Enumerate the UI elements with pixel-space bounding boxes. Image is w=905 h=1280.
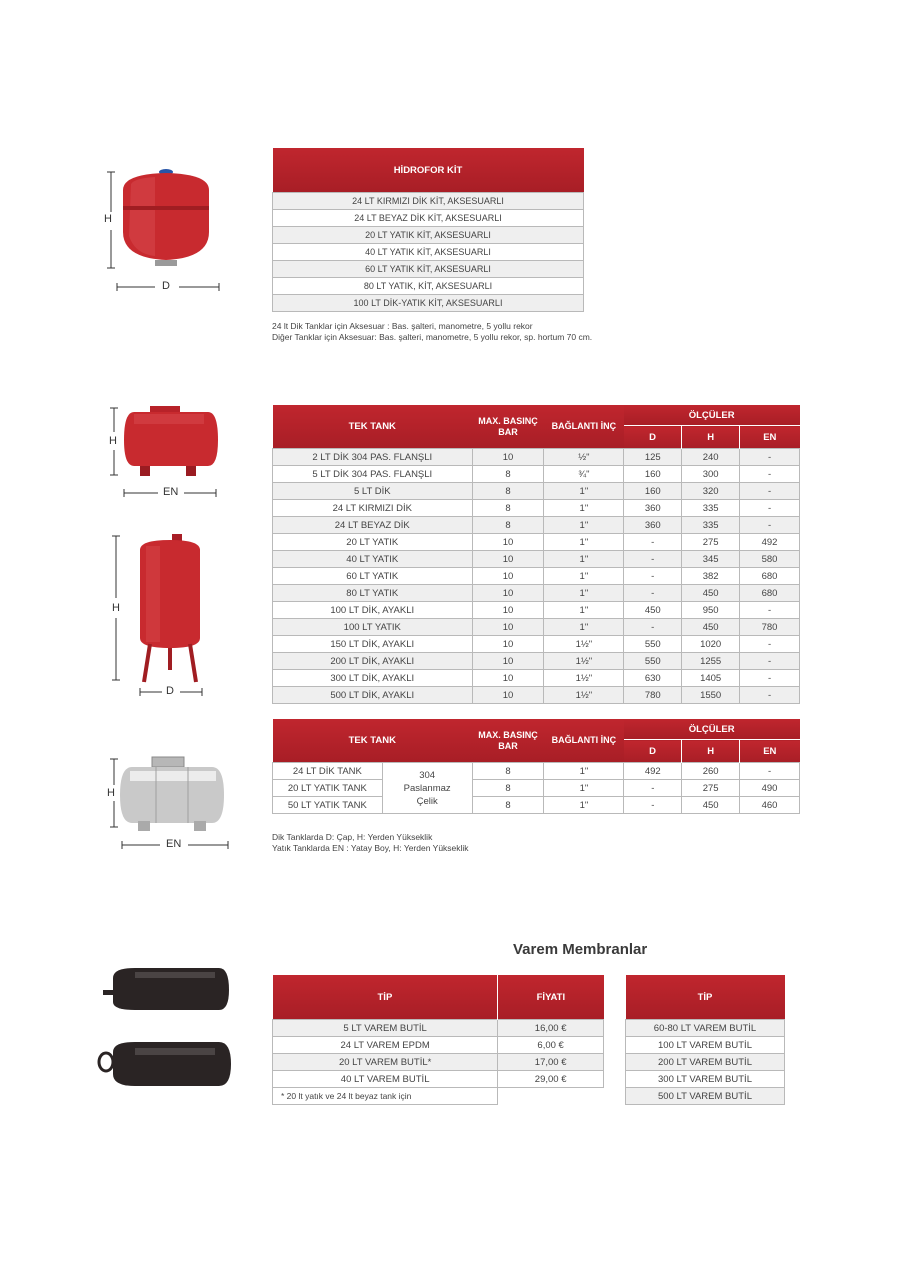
tek-tank-cell-name: 300 LT DİK, AYAKLI [273,670,473,687]
tek-tank-cell-h: 1550 [682,687,740,704]
tek-tank-cell-inc: 1" [544,517,624,534]
tek-tank-cell-bar: 10 [472,602,544,619]
steel-row-inc: 1" [544,780,624,797]
steel-row-name: 20 LT YATIK TANK [273,780,383,797]
tek-tank-cell-inc: 1" [544,602,624,619]
table-row [273,449,800,466]
tek-tank-cell-name: 200 LT DİK, AYAKLI [273,653,473,670]
tek-tank-cell-h: 382 [682,568,740,585]
tek-tank-cell-name: 40 LT YATIK [273,551,473,568]
steel-col-olculer: ÖLÇÜLER [624,719,800,740]
steel-row-bar: 8 [472,797,544,814]
vertical-red-tank-image [100,530,220,705]
tek-tank-cell-inc: 1" [544,585,624,602]
table-row [273,602,800,619]
membran-row-fiyat: 16,00 € [498,1020,604,1037]
tek-tank-cell-name: 60 LT YATIK [273,568,473,585]
table-row [273,551,800,568]
table-row [273,568,800,585]
tek-tank-cell-inc: 1" [544,551,624,568]
steel-row-d: - [624,797,682,814]
tek-tank-cell-d: - [624,619,682,636]
tek-tank-cell-h: 275 [682,534,740,551]
tek-tank-cell-d: 360 [624,517,682,534]
tek-tank-cell-inc: 1" [544,619,624,636]
steel-row-en: - [740,763,800,780]
tek-tank-cell-inc: ¾" [544,466,624,483]
tek-tank-cell-inc: 1½" [544,653,624,670]
membran-footnote: * 20 lt yatık ve 24 lt beyaz tank için [273,1088,498,1105]
tek-tank-cell-bar: 8 [472,517,544,534]
hidrofor-row: 20 LT YATIK KİT, AKSESUARLI [273,227,584,244]
steel-row-d: - [624,780,682,797]
tek-tank-cell-name: 24 LT BEYAZ DİK [273,517,473,534]
tek-tank-cell-h: 240 [682,449,740,466]
table-row [273,466,800,483]
tek-tank-cell-h: 345 [682,551,740,568]
tek-tank-cell-bar: 10 [472,534,544,551]
tek-tank-cell-inc: ½" [544,449,624,466]
membran-row-fiyat: 17,00 € [498,1054,604,1071]
tek-tank-cell-d: 160 [624,466,682,483]
tek-tank-col-inc: BAĞLANTI İNÇ [544,405,624,449]
tek-tank-cell-bar: 10 [472,619,544,636]
horizontal-red-tank-image [100,400,225,505]
tek-tank-cell-name: 500 LT DİK, AYAKLI [273,687,473,704]
table-row [273,636,800,653]
steel-row-bar: 8 [472,763,544,780]
tek-tank-cell-h: 1255 [682,653,740,670]
tek-tank-cell-en: - [740,517,800,534]
tek-tank-cell-name: 5 LT DİK [273,483,473,500]
steel-material-line: Çelik [416,795,438,807]
tek-tank-cell-bar: 10 [472,568,544,585]
tek-tank-cell-h: 320 [682,483,740,500]
membran-type-row: 60-80 LT VAREM BUTİL [626,1020,785,1037]
tek-tank-cell-inc: 1½" [544,670,624,687]
table-row [273,534,800,551]
hidrofor-row: 24 LT BEYAZ DİK KİT, AKSESUARLI [273,210,584,227]
dim-h-label-3: H [112,602,120,614]
steel-col-h: H [682,740,740,763]
membran-type-row: 500 LT VAREM BUTİL [626,1088,785,1105]
tek-tank-cell-en: 780 [740,619,800,636]
tek-tank-cell-en: - [740,483,800,500]
steel-col-en: EN [740,740,800,763]
steel-col-bar: MAX. BASINÇ BAR [472,719,544,763]
steel-col-d: D [624,740,682,763]
steel-row-h: 275 [682,780,740,797]
tek-tank-cell-h: 950 [682,602,740,619]
tek-tank-cell-h: 335 [682,500,740,517]
tek-tank-table [272,405,800,704]
tek-tank-cell-h: 1405 [682,670,740,687]
tek-tank-cell-d: - [624,534,682,551]
membran-row-fiyat: 29,00 € [498,1071,604,1088]
tek-tank-cell-bar: 10 [472,687,544,704]
tek-tank-cell-h: 450 [682,585,740,602]
tek-tank-cell-d: 450 [624,602,682,619]
membran-col-tip-2: TİP [626,975,785,1020]
hidrofor-kit-table [272,148,584,312]
membran-row-tip: 5 LT VAREM BUTİL [273,1020,498,1037]
dim-h-label-4: H [107,787,115,799]
hidrofor-row: 80 LT YATIK, KİT, AKSESUARLI [273,278,584,295]
tek-tank-cell-en: - [740,670,800,687]
hidrofor-tank-image [95,160,235,295]
dim-d-label: D [162,280,170,292]
tek-tank-cell-en: 492 [740,534,800,551]
dims-note-1: Dik Tanklarda D: Çap, H: Yerden Yükseklik [272,832,433,842]
tek-tank-cell-bar: 10 [472,449,544,466]
table-row [273,687,800,704]
steel-material [382,763,472,814]
tek-tank-cell-en: - [740,687,800,704]
table-row [273,670,800,687]
dims-note-2: Yatık Tanklarda EN : Yatay Boy, H: Yerden Yükseklik [272,843,469,853]
membran-col-tip: TİP [273,975,498,1020]
tek-tank-cell-h: 300 [682,466,740,483]
tek-tank-cell-d: 550 [624,636,682,653]
tek-tank-cell-inc: 1" [544,534,624,551]
tek-tank-cell-name: 20 LT YATIK [273,534,473,551]
tek-tank-cell-en: - [740,636,800,653]
tek-tank-cell-en: - [740,466,800,483]
steel-row-name: 24 LT DİK TANK [273,763,383,780]
tek-tank-cell-bar: 8 [472,500,544,517]
tek-tank-col-h: H [682,426,740,449]
tek-tank-cell-name: 24 LT KIRMIZI DİK [273,500,473,517]
tek-tank-cell-en: 680 [740,585,800,602]
steel-col-inc: BAĞLANTI İNÇ [544,719,624,763]
table-row [273,517,800,534]
membran-type-table [625,975,785,1105]
tek-tank-col-name: TEK TANK [273,405,473,449]
membran-type-row: 200 LT VAREM BUTİL [626,1054,785,1071]
tek-tank-col-en: EN [740,426,800,449]
steel-col-name: TEK TANK [273,719,473,763]
membran-price-table [272,975,604,1105]
tek-tank-cell-en: - [740,500,800,517]
tek-tank-cell-h: 335 [682,517,740,534]
tek-tank-col-bar: MAX. BASINÇ BAR [472,405,544,449]
dim-h-label-2: H [109,435,117,447]
steel-row-inc: 1" [544,763,624,780]
tek-tank-cell-bar: 10 [472,670,544,687]
steel-row-en: 460 [740,797,800,814]
dim-h-label: H [104,213,112,225]
tek-tank-cell-inc: 1" [544,483,624,500]
membran-row-tip: 24 LT VAREM EPDM [273,1037,498,1054]
tek-tank-cell-en: 580 [740,551,800,568]
membran-row-fiyat: 6,00 € [498,1037,604,1054]
steel-material-line: 304 [419,769,436,781]
hidrofor-row: 100 LT DİK-YATIK KİT, AKSESUARLI [273,295,584,312]
steel-row-d: 492 [624,763,682,780]
dim-en-label-2: EN [166,838,182,850]
membrane-image [95,960,240,1100]
tek-tank-cell-inc: 1" [544,568,624,585]
membran-col-fiyat: FİYATI [498,975,604,1020]
tek-tank-cell-bar: 10 [472,551,544,568]
tek-tank-cell-name: 2 LT DİK 304 PAS. FLANŞLI [273,449,473,466]
tek-tank-cell-inc: 1½" [544,687,624,704]
steel-row-inc: 1" [544,797,624,814]
tek-tank-cell-inc: 1½" [544,636,624,653]
tek-tank-cell-h: 450 [682,619,740,636]
hidrofor-kit-header: HİDROFOR KİT [273,148,584,193]
hidrofor-row: 24 LT KIRMIZI DİK KİT, AKSESUARLI [273,193,584,210]
tek-tank-cell-en: - [740,602,800,619]
membran-type-row: 300 LT VAREM BUTİL [626,1071,785,1088]
tek-tank-steel-table [272,719,800,814]
tek-tank-cell-d: 360 [624,500,682,517]
tek-tank-cell-inc: 1" [544,500,624,517]
hidrofor-row: 60 LT YATIK KİT, AKSESUARLI [273,261,584,278]
stainless-tank-image [100,755,235,855]
steel-material-line: Paslanmaz [403,782,451,794]
tek-tank-cell-bar: 10 [472,636,544,653]
tek-tank-cell-name: 100 LT DİK, AYAKLI [273,602,473,619]
hidrofor-note-2: Diğer Tanklar için Aksesuar: Bas. şalteri, manometre, 5 yollu rekor, sp. hortum 70 cm. [272,332,593,342]
membran-title: Varem Membranlar [513,941,648,958]
tek-tank-cell-bar: 8 [472,466,544,483]
tek-tank-cell-en: 680 [740,568,800,585]
tek-tank-cell-name: 80 LT YATIK [273,585,473,602]
tek-tank-cell-en: - [740,653,800,670]
tek-tank-body [273,449,800,704]
membran-row-tip: 20 LT VAREM BUTİL* [273,1054,498,1071]
tek-tank-cell-bar: 10 [472,653,544,670]
tek-tank-cell-name: 150 LT DİK, AYAKLI [273,636,473,653]
tek-tank-cell-bar: 10 [472,585,544,602]
tek-tank-cell-d: - [624,585,682,602]
hidrofor-row: 40 LT YATIK KİT, AKSESUARLI [273,244,584,261]
steel-row-name: 50 LT YATIK TANK [273,797,383,814]
tek-tank-cell-d: - [624,568,682,585]
steel-row-bar: 8 [472,780,544,797]
tek-tank-col-d: D [624,426,682,449]
table-row [273,483,800,500]
tek-tank-cell-d: 780 [624,687,682,704]
table-row [273,585,800,602]
dim-en-label: EN [163,486,179,498]
membran-type-row: 100 LT VAREM BUTİL [626,1037,785,1054]
tek-tank-cell-name: 100 LT YATIK [273,619,473,636]
steel-row-h: 260 [682,763,740,780]
tek-tank-col-olculer: ÖLÇÜLER [624,405,800,426]
tek-tank-cell-name: 5 LT DİK 304 PAS. FLANŞLI [273,466,473,483]
tek-tank-cell-d: 630 [624,670,682,687]
tek-tank-cell-d: - [624,551,682,568]
table-row [273,500,800,517]
tek-tank-cell-d: 160 [624,483,682,500]
dim-d-label-2: D [166,685,174,697]
steel-row-en: 490 [740,780,800,797]
steel-row-h: 450 [682,797,740,814]
tek-tank-cell-h: 1020 [682,636,740,653]
hidrofor-note-1: 24 lt Dik Tanklar için Aksesuar : Bas. şalteri, manometre, 5 yollu rekor [272,321,533,331]
table-row [273,619,800,636]
tek-tank-cell-en: - [740,449,800,466]
tek-tank-cell-bar: 8 [472,483,544,500]
membran-row-tip: 40 LT VAREM BUTİL [273,1071,498,1088]
tek-tank-cell-d: 550 [624,653,682,670]
table-row [273,653,800,670]
tek-tank-cell-d: 125 [624,449,682,466]
